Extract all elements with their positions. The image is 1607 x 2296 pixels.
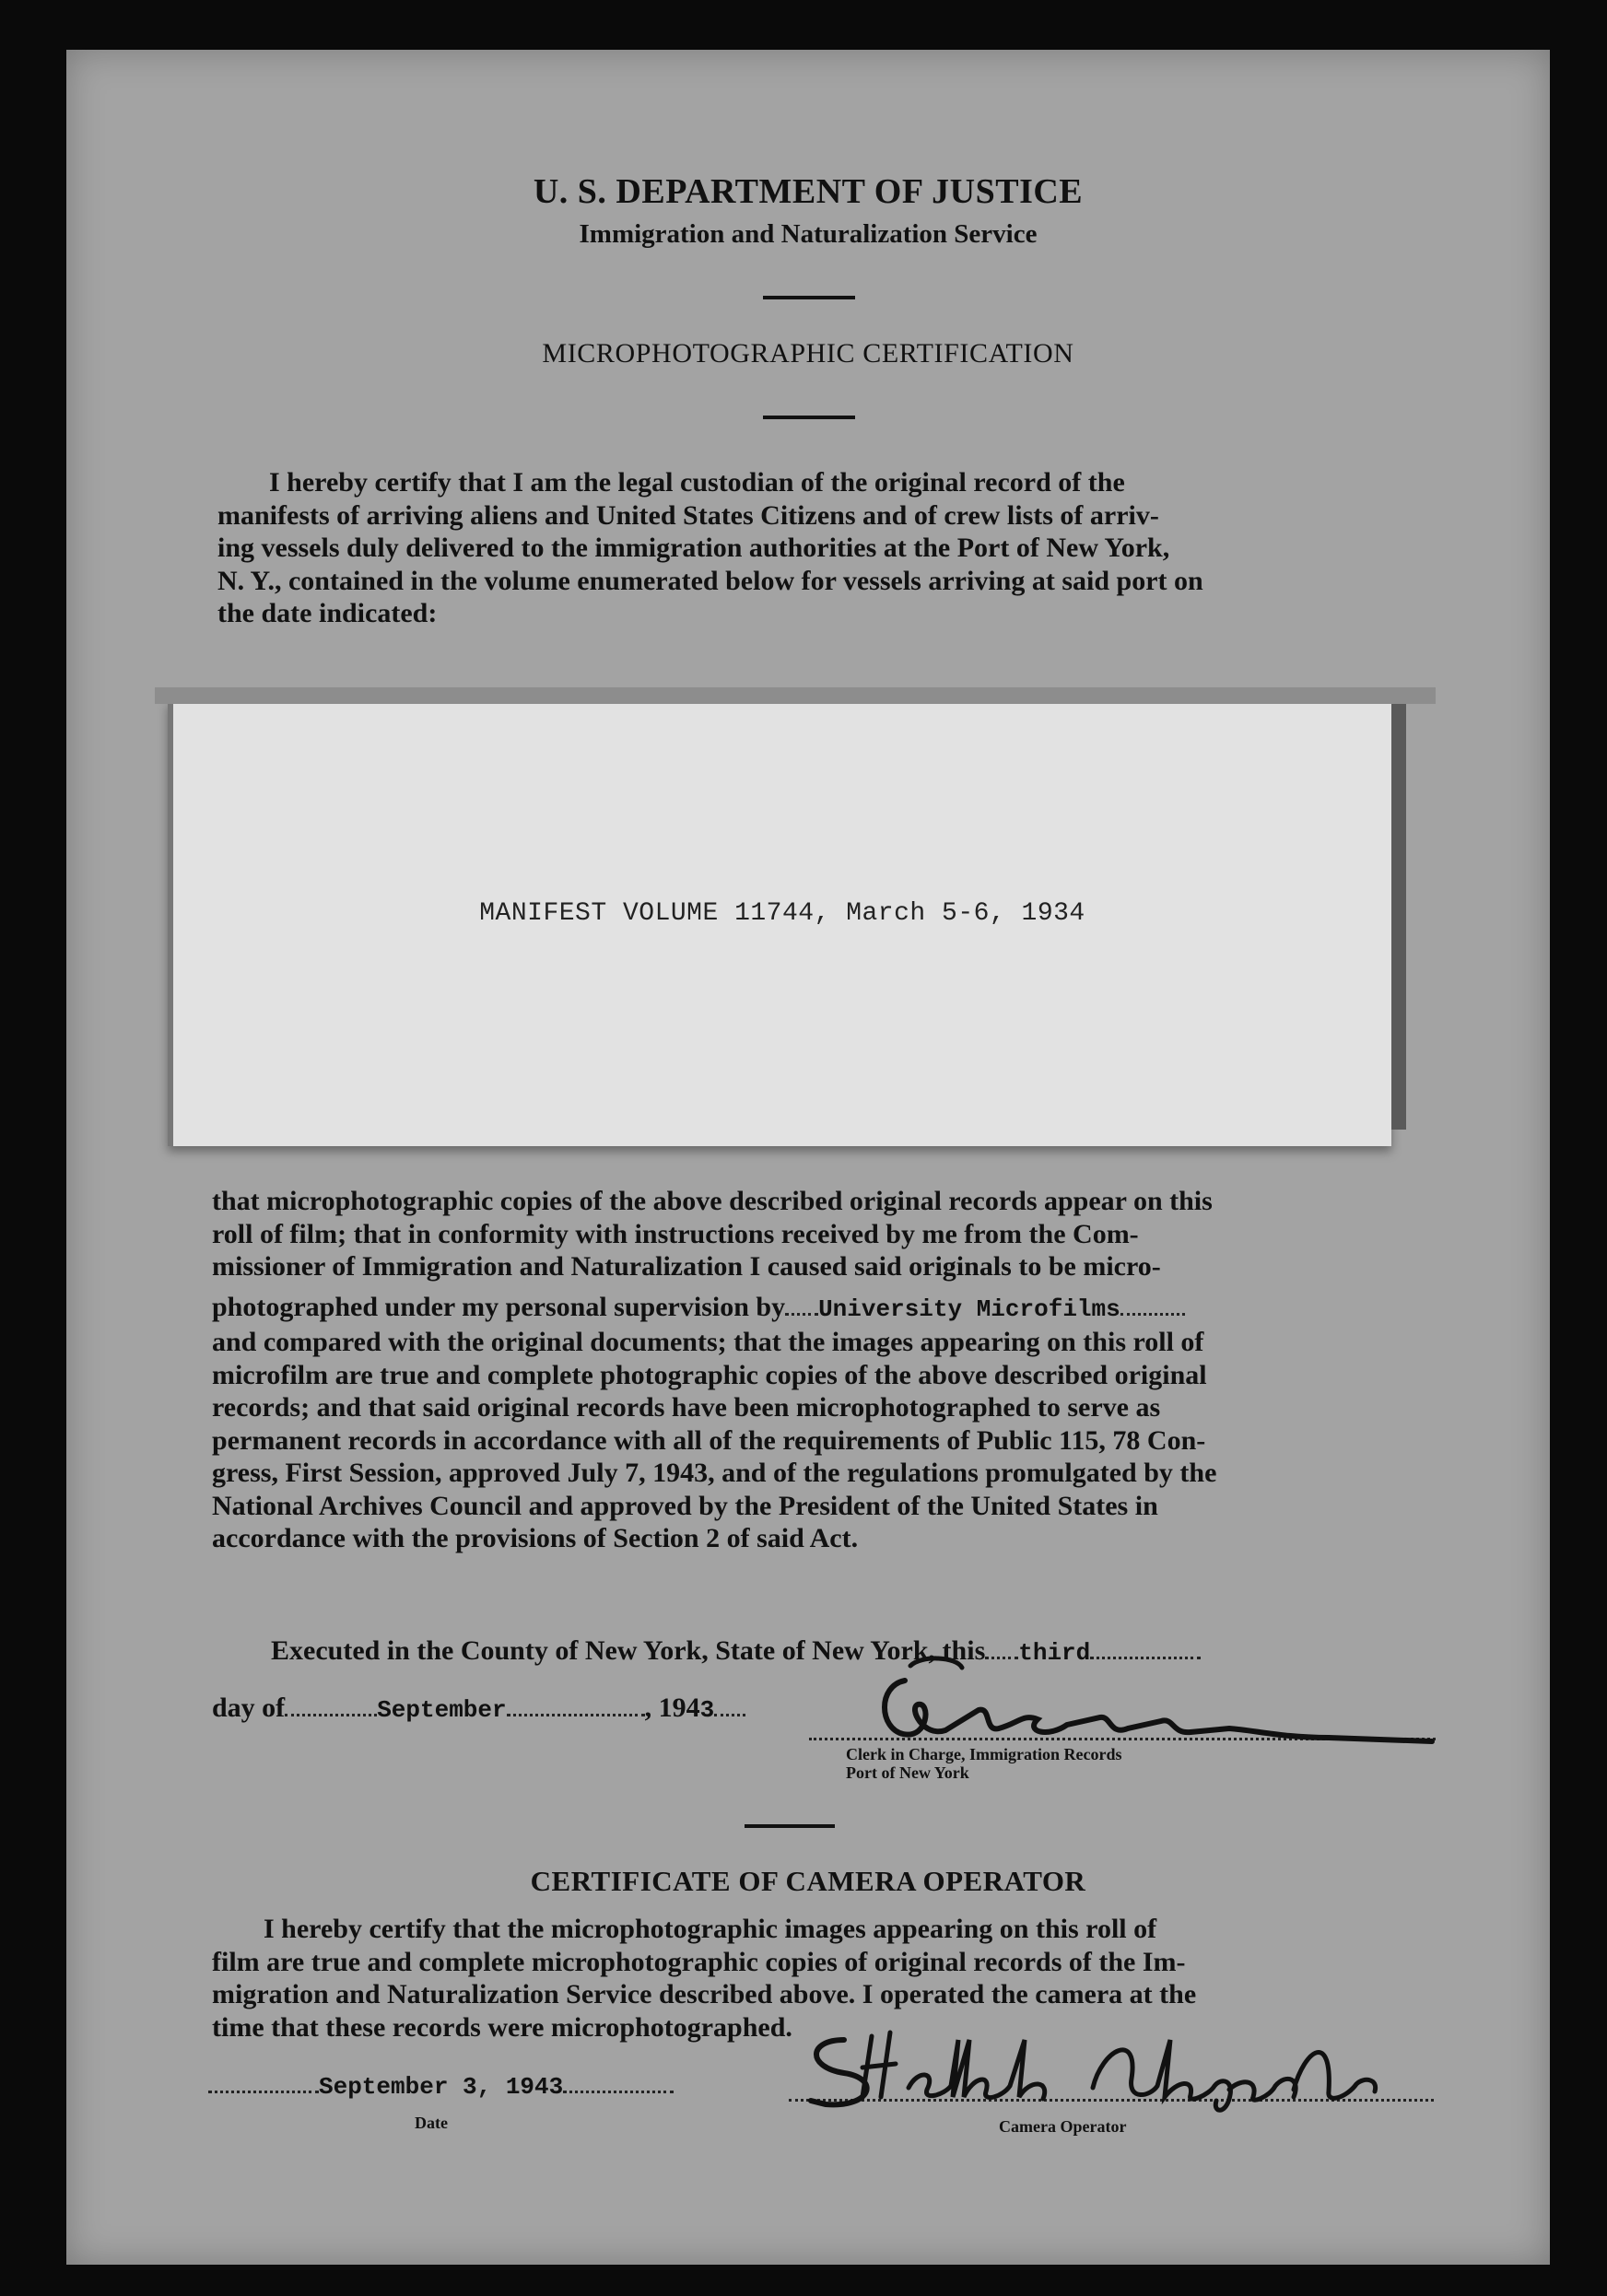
year-suffix: 3 bbox=[699, 1696, 715, 1724]
supervision-company: University Microfilms bbox=[818, 1294, 1120, 1323]
fill-dots bbox=[507, 1714, 645, 1716]
executed-month: September bbox=[377, 1696, 507, 1724]
supervision-line bbox=[212, 1291, 1450, 1327]
fill-dots bbox=[285, 1714, 377, 1716]
camera-heading: CERTIFICATE OF CAMERA OPERATOR bbox=[530, 1865, 1086, 1897]
operator-signature bbox=[789, 2012, 1397, 2114]
body-line: records; and that said original records have been microphotographed to serve as bbox=[212, 1392, 1161, 1423]
body-line: roll of film; that in conformity with instructions received by me from the Com- bbox=[212, 1218, 1139, 1249]
executed-day: third bbox=[1018, 1639, 1091, 1667]
clerk-title-1: Clerk in Charge, Immigration Records bbox=[846, 1745, 1122, 1763]
certificate-page bbox=[66, 50, 1550, 2265]
body-line: missioner of Immigration and Naturalization I caused said originals to be micro- bbox=[212, 1251, 1161, 1282]
page-subtitle: Immigration and Naturalization Service bbox=[579, 219, 1038, 249]
certification-title: MICROPHOTOGRAPHIC CERTIFICATION bbox=[542, 338, 1074, 369]
fill-dots bbox=[714, 1714, 745, 1716]
intro-line: the date indicated: bbox=[217, 598, 438, 628]
body-line: gress, First Session, approved July 7, 1943, and of the regulations promulgated by the bbox=[212, 1458, 1217, 1488]
date-line bbox=[208, 2073, 706, 2101]
year-prefix: , 194 bbox=[644, 1693, 700, 1723]
body-line: permanent records in accordance with all of the requirements of Public 115, 78 Con- bbox=[212, 1424, 1206, 1456]
page-title: U. S. DEPARTMENT OF JUSTICE bbox=[533, 172, 1084, 211]
date-label: Date bbox=[415, 2114, 448, 2132]
clerk-title-2: Port of New York bbox=[846, 1763, 969, 1782]
intro-paragraph bbox=[217, 466, 1452, 630]
fill-dots bbox=[563, 2091, 674, 2093]
divider-middle bbox=[763, 416, 855, 419]
fill-dots bbox=[785, 1313, 818, 1316]
body-line: and compared with the original documents; that the images appearing on this roll of bbox=[212, 1327, 1204, 1357]
camera-line: migration and Naturalization Service described above. I operated the camera at the bbox=[212, 1979, 1197, 2009]
camera-line: I hereby certify that the microphotographic images appearing on this roll of bbox=[264, 1914, 1157, 1944]
fill-dots bbox=[208, 2091, 319, 2093]
supervision-prefix: photographed under my personal supervision by bbox=[212, 1291, 786, 1322]
slip-shadow bbox=[155, 687, 1436, 704]
body-line: microfilm are true and complete photographic copies of the above described original bbox=[212, 1359, 1207, 1390]
manifest-label: MANIFEST VOLUME 11744, March 5-6, 1934 bbox=[479, 899, 1085, 928]
operator-label: Camera Operator bbox=[999, 2117, 1127, 2136]
day-of-label: day of bbox=[212, 1693, 286, 1723]
intro-line: manifests of arriving aliens and United States Citizens and of crew lists of arriv- bbox=[217, 499, 1159, 531]
clerk-signature bbox=[868, 1649, 1458, 1751]
camera-line: film are true and complete microphotographic copies of original records of the Im- bbox=[212, 1946, 1186, 1977]
intro-line: I hereby certify that I am the legal custodian of the original record of the bbox=[269, 467, 1125, 498]
body-line: National Archives Council and approved by the President of the United States in bbox=[212, 1490, 1158, 1521]
camera-date: September 3, 1943 bbox=[319, 2073, 564, 2101]
divider-top bbox=[763, 296, 855, 299]
manifest-slip bbox=[168, 700, 1391, 1146]
body-paragraph bbox=[212, 1185, 1450, 1555]
intro-line: ing vessels duly delivered to the immigration authorities at the Port of New York, bbox=[217, 533, 1170, 563]
body-line: that microphotographic copies of the above described original records appear on this bbox=[212, 1186, 1213, 1216]
camera-line: time that these records were microphotographed. bbox=[212, 2011, 792, 2043]
fill-dots bbox=[1120, 1313, 1185, 1316]
body-line: accordance with the provisions of Section 2 of said Act. bbox=[212, 1523, 859, 1553]
intro-line: N. Y., contained in the volume enumerated below for vessels arriving at said port on bbox=[217, 565, 1203, 596]
executed-text: Executed in the County of New York, State of New York, this bbox=[271, 1635, 986, 1666]
divider-bottom bbox=[745, 1824, 835, 1828]
